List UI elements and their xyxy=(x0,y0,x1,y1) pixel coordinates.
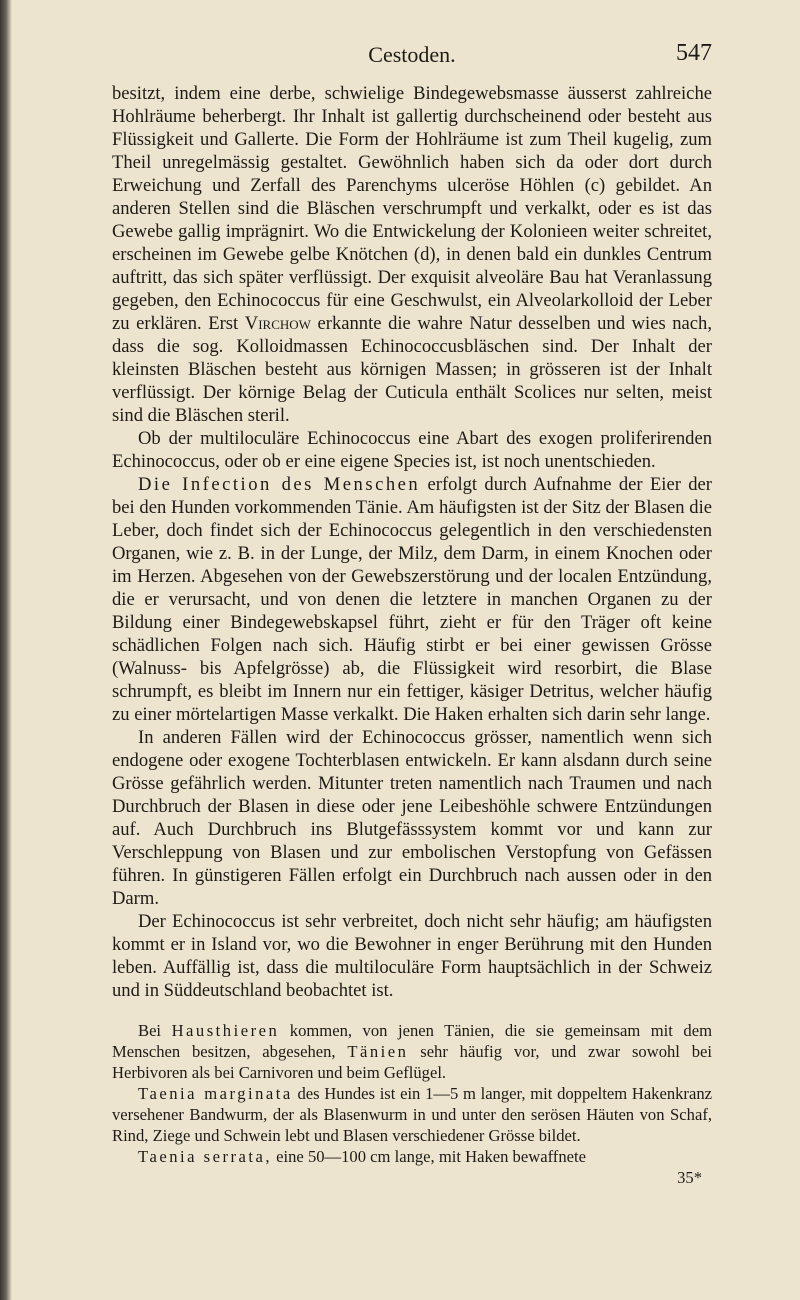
paragraph-1: besitzt, indem eine derbe, schwielige Bindegewebsmasse äusserst zahlreiche Hohlräume beherbergt. Ihr Inhalt ist gallertig durchscheinend oder besteht aus Flüssigkeit und Gallerte. Die Form der Hohlräume ist zum Theil kugelig, zum Theil unregelmässig gestaltet. Gewöhnlich haben sich da oder dort durch Erweichung und Zerfall des Parenchyms ulceröse Höhlen (c) gebildet. An anderen Stellen sind die Bläschen verschrumpft und verkalkt, oder es ist das Gewebe gallig imprägnirt. Wo die Entwickelung der Kolonieen weiter schreitet, erscheinen im Gewebe gelbe Knötchen (d), in denen bald ein dunkles Centrum auftritt, das sich später verflüssigt. Der exquisit alveoläre Bau hat Veranlassung gegeben, den Echinococcus für eine Geschwulst, ein Alveolarkolloid der Leber zu erklären. Erst Virchow erkannte die wahre Natur desselben und wies nach, dass die sog. Kolloidmassen Echinococcusbläschen sind. Der Inhalt der kleinsten Bläschen besteht aus körnigen Massen; in grösseren ist der Inhalt verflüssigt. Der körnige Belag der Cuticula enthält Scolices nur selten, meist sind die Bläschen steril. xyxy=(112,83,712,426)
paragraph-4: In anderen Fällen wird der Echinococcus grösser, namentlich wenn sich endogene oder exogene Tochterblasen entwickeln. Er kann alsdann durch seine Grösse gefährlich werden. Mitunter treten namentlich nach Traumen und nach Durchbruch der Blasen in diese oder jene Leibeshöhle schwere Entzündungen auf. Auch Durchbruch ins Blutgefässsystem kommt vor und kann zur Verschleppung von Blasen und zur embolischen Verstopfung von Gefässen führen. In günstigeren Fällen erfolgt ein Durchbruch nach aussen oder in den Darm. xyxy=(112,727,712,909)
main-text xyxy=(112,82,712,1002)
page-number: 547 xyxy=(676,40,712,66)
page-shadow-edge xyxy=(0,0,12,1300)
small-paragraph-1: Bei Hausthieren kommen, von jenen Tänien, die sie gemeinsam mit dem Menschen besitzen, abgesehen, Tänien sehr häufig vor, und zwar sowohl bei Herbivoren als bei Carnivoren und beim Geflügel. xyxy=(112,1021,712,1082)
paragraph-5: Der Echinococcus ist sehr verbreitet, doch nicht sehr häufig; am häufigsten kommt er in Island vor, wo die Bewohner in enger Berührung mit den Hunden leben. Auffällig ist, dass die multiloculäre Form hauptsächlich in der Schweiz und in Süddeutschland beobachtet ist. xyxy=(112,911,712,1001)
small-print-section xyxy=(112,1020,712,1188)
paragraph-2: Ob der multiloculäre Echinococcus eine Abart des exogen proliferirenden Echinococcus, oder ob er eine eigene Species ist, ist noch unentschieden. xyxy=(112,428,712,472)
small-paragraph-2: Taenia marginata des Hundes ist ein 1—5 m langer, mit doppeltem Hakenkranz versehener Bandwurm, der als Blasenwurm in und unter den serösen Häuten von Schaf, Rind, Ziege und Schwein lebt und Blasen verschiedener Grösse bildet. xyxy=(112,1084,712,1145)
author-name: Virchow xyxy=(244,313,311,334)
signature-mark: 35* xyxy=(677,1168,702,1187)
spaced-heading: Die Infection des Menschen xyxy=(138,474,421,495)
paragraph-3: Die Infection des Menschen erfolgt durch Aufnahme der Eier der bei den Hunden vorkommenden Tänie. Am häufigsten ist der Sitz der Blasen die Leber, doch findet sich der Echinococcus gelegentlich in den verschiedensten Organen, wie z. B. in der Lunge, der Milz, dem Darm, in einem Knochen oder im Herzen. Abgesehen von der Gewebszerstörung und der localen Entzündung, die er verursacht, und von denen die letztere in manchen Organen zu der Bildung einer Bindegewebskapsel führt, zieht er für den Träger oft keine schädlichen Folgen nach sich. Häufig stirbt er bei einer gewissen Grösse (Walnuss- bis Apfelgrösse) ab, die Flüssigkeit wird resorbirt, die Blase schrumpft, es bleibt im Innern nur ein fettiger, käsiger Detritus, welcher häufig zu einer mörtelartigen Masse verkalkt. Die Haken erhalten sich darin sehr lange. xyxy=(112,474,712,725)
small-paragraph-3: Taenia serrata, eine 50—100 cm lange, mit Haken bewaffnete xyxy=(138,1147,586,1166)
book-page xyxy=(112,40,712,1188)
running-header xyxy=(112,40,712,70)
running-title: Cestoden. xyxy=(368,42,456,67)
